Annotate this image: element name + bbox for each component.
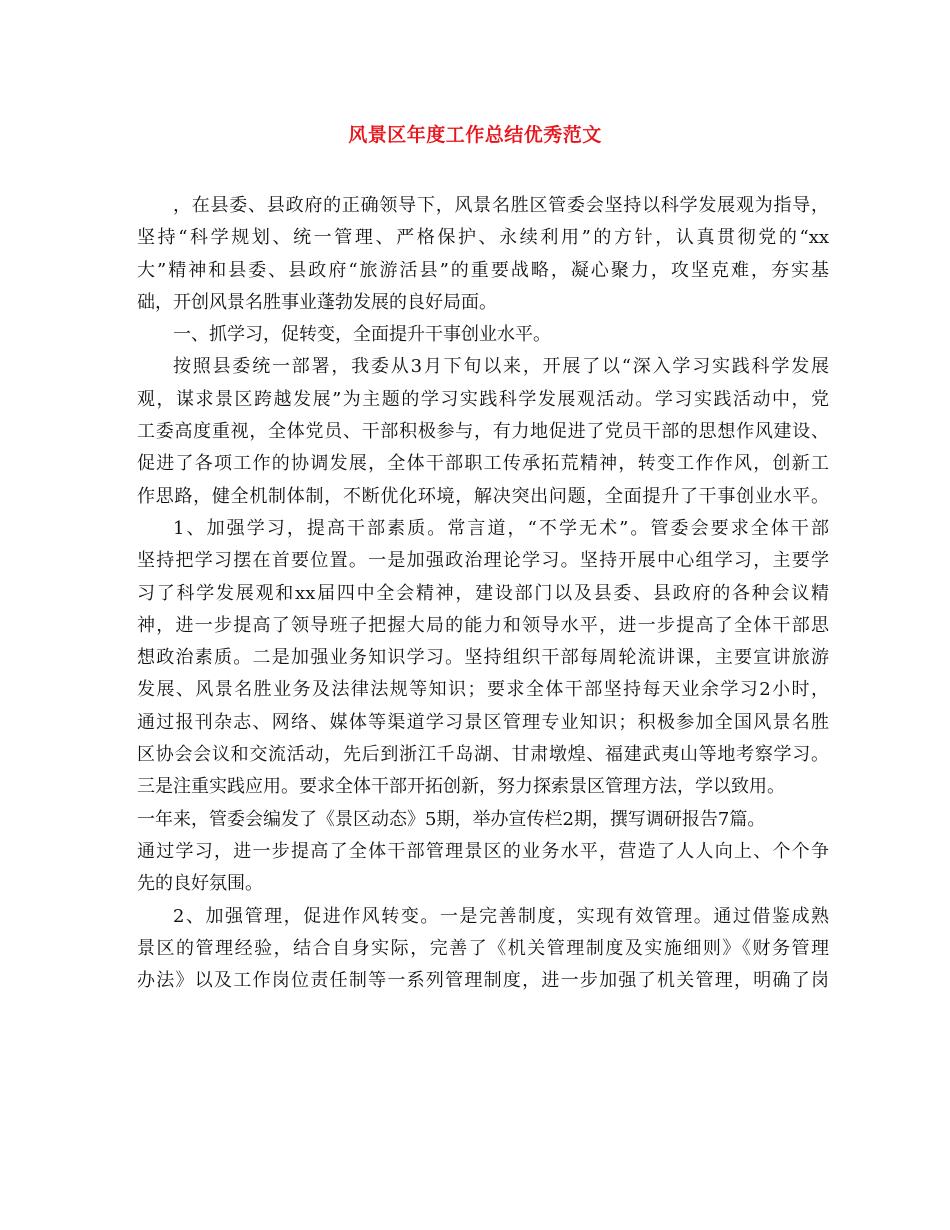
body-line: 通过报刊杂志、网络、媒体等渠道学习景区管理专业知识；积极参加全国风景名胜 bbox=[137, 711, 829, 733]
body-line: 1、加强学习，提高干部素质。常言道，“不学无术”。管委会要求全体干部 bbox=[173, 517, 829, 539]
body-line: 通过学习，进一步提高了全体干部管理景区的业务水平，营造了人人向上、个个争 bbox=[137, 840, 829, 862]
body-line: 习了科学发展观和xx届四中全会精神，建设部门以及县委、县政府的各种会议精 bbox=[137, 582, 829, 604]
body-line: 景区的管理经验，结合自身实际，完善了《机关管理制度及实施细则》《财务管理 bbox=[137, 937, 829, 959]
body-line: 一、抓学习，促转变，全面提升干事创业水平。 bbox=[173, 324, 551, 346]
body-line: 坚持把学习摆在首要位置。一是加强政治理论学习。坚持开展中心组学习，主要学 bbox=[137, 550, 829, 572]
body-line: 按照县委统一部署，我委从3月下旬以来，开展了以“深入学习实践科学发展 bbox=[173, 356, 829, 378]
body-line: 办法》以及工作岗位责任制等一系列管理制度，进一步加强了机关管理，明确了岗 bbox=[137, 970, 829, 992]
document-title: 风景区年度工作总结优秀范文 bbox=[348, 124, 602, 146]
body-line: 三是注重实践应用。要求全体干部开拓创新，努力探索景区管理方法，学以致用。 bbox=[137, 776, 785, 798]
body-line: 一年来，管委会编发了《景区动态》5期，举办宣传栏2期，撰写调研报告7篇。 bbox=[137, 808, 766, 830]
body-line: 神，进一步提高了领导班子把握大局的能力和领导水平，进一步提高了全体干部思 bbox=[137, 614, 829, 636]
body-line: 先的良好氛围。 bbox=[137, 873, 263, 895]
body-line: 坚持“科学规划、统一管理、严格保护、永续利用”的方针，认真贯彻党的“xx bbox=[137, 227, 829, 249]
body-line: ，在县委、县政府的正确领导下，风景名胜区管委会坚持以科学发展观为指导， bbox=[173, 195, 829, 216]
body-line: 观，谋求景区跨越发展”为主题的学习实践科学发展观活动。学习实践活动中，党 bbox=[137, 388, 829, 410]
body-line: 发展、风景名胜业务及法律法规等知识；要求全体干部坚持每天业余学习2小时， bbox=[137, 679, 829, 701]
body-line: 础，开创风景名胜事业蓬勃发展的良好局面。 bbox=[137, 291, 497, 313]
body-line: 区协会会议和交流活动，先后到浙江千岛湖、甘肃墩煌、福建武夷山等地考察学习。 bbox=[137, 744, 829, 766]
document-body bbox=[137, 190, 829, 997]
body-line: 作思路，健全机制体制，不断优化环境，解决突出问题，全面提升了干事创业水平。 bbox=[137, 485, 829, 507]
body-line: 2、加强管理，促进作风转变。一是完善制度，实现有效管理。通过借鉴成熟 bbox=[173, 905, 829, 927]
body-line: 促进了各项工作的协调发展，全体干部职工传承拓荒精神，转变工作作风，创新工 bbox=[137, 453, 829, 475]
body-line: 工委高度重视，全体党员、干部积极参与，有力地促进了党员干部的思想作风建设、 bbox=[137, 421, 829, 443]
body-line: 大”精神和县委、县政府“旅游活县”的重要战略，凝心聚力，攻坚克难，夯实基 bbox=[137, 259, 829, 281]
body-line: 想政治素质。二是加强业务知识学习。坚持组织干部每周轮流讲课，主要宣讲旅游 bbox=[137, 647, 829, 669]
